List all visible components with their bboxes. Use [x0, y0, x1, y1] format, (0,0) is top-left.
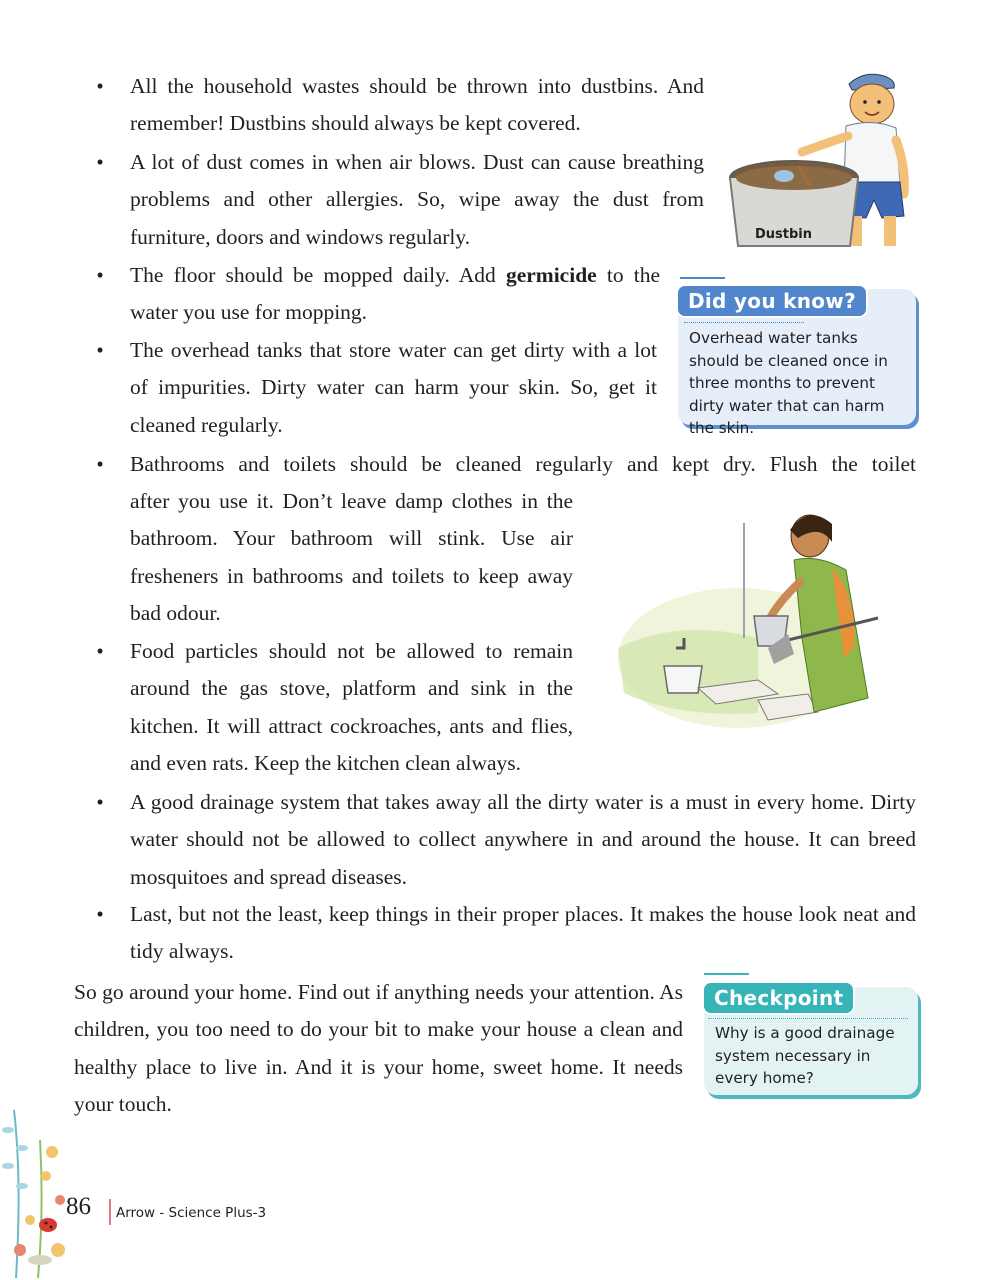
- bullet-text-floor: [130, 257, 660, 332]
- checkpoint-rule: [704, 973, 749, 975]
- bullet-marker: •: [96, 790, 104, 814]
- boy-dustbin-illustration: [724, 66, 920, 256]
- dustbin-caption: Dustbin: [755, 227, 813, 242]
- bullet-marker: •: [96, 150, 104, 174]
- bullet-marker: •: [96, 452, 104, 476]
- bullet-text-bathrooms-rest: after you use it. Don’t leave damp clothes in the bathroom. Your bathroom will stink. Use air fresheners in bathrooms and toilets to keep away bad odour.: [130, 489, 573, 625]
- woman-cleaning-illustration: [618, 498, 890, 728]
- floral-corner-decoration: [0, 1100, 80, 1280]
- bullet-marker: •: [96, 338, 104, 362]
- bullet-marker: •: [96, 639, 104, 663]
- did-you-know-divider: [684, 322, 804, 323]
- bullet-marker: •: [96, 74, 104, 98]
- bullet-marker: •: [96, 263, 104, 287]
- book-title: Arrow - Science Plus-3: [116, 1205, 267, 1221]
- bullet-text-dustbins: All the household wastes should be thrown into dustbins. And remember! Dustbins should always be kept covered.: [130, 74, 704, 136]
- did-you-know-title: Did you know?: [676, 284, 868, 318]
- bullet-text-tanks: The overhead tanks that store water can get dirty with a lot of impurities. Dirty water can harm your skin. So, get it cleaned regularly.: [130, 338, 657, 437]
- did-you-know-text: Overhead water tanks should be cleaned once in three months to prevent dirty water that can harm the skin.: [689, 329, 888, 437]
- bullet-text-bathrooms-line1: Bathrooms and toilets should be cleaned regularly and kept dry. Flush the toilet: [130, 452, 916, 476]
- bullet-text-drainage: A good drainage system that takes away all the dirty water is a must in every home. Dirty water should not be allowed to collect anywhere in and around the house. It can breed mosquitoes and spread diseases.: [130, 790, 916, 889]
- checkpoint-title: Checkpoint: [702, 981, 855, 1015]
- bullet-marker: •: [96, 902, 104, 926]
- germicide-term: germicide: [505, 263, 597, 287]
- bullet-text-dust: A lot of dust comes in when air blows. Dust can cause breathing problems and other allergies. So, wipe away the dust from furniture, doors and windows regularly.: [130, 150, 704, 249]
- did-you-know-rule: [680, 277, 725, 279]
- floor-text-before: The floor should be mopped daily. Add: [130, 263, 506, 287]
- bullet-text-last: Last, but not the least, keep things in their proper places. It makes the house look neat and tidy always.: [130, 902, 916, 964]
- checkpoint-text: Why is a good drainage system necessary in every home?: [715, 1024, 895, 1087]
- closing-paragraph: So go around your home. Find out if anything needs your attention. As children, you too need to do your bit to make your house a clean and healthy place to live in. And it is your home, sweet home. It needs your touch.: [74, 980, 683, 1116]
- checkpoint-divider: [708, 1018, 908, 1019]
- floor-text-after: to the water you use for mopping.: [130, 263, 660, 325]
- page-number: 86: [66, 1193, 91, 1220]
- bullet-text-food: Food particles should not be allowed to remain around the gas stove, platform and sink in the kitchen. It will attract cockroaches, ants and flies, and even rats. Keep the kitchen clean always.: [130, 639, 573, 775]
- footer-divider: [109, 1199, 111, 1225]
